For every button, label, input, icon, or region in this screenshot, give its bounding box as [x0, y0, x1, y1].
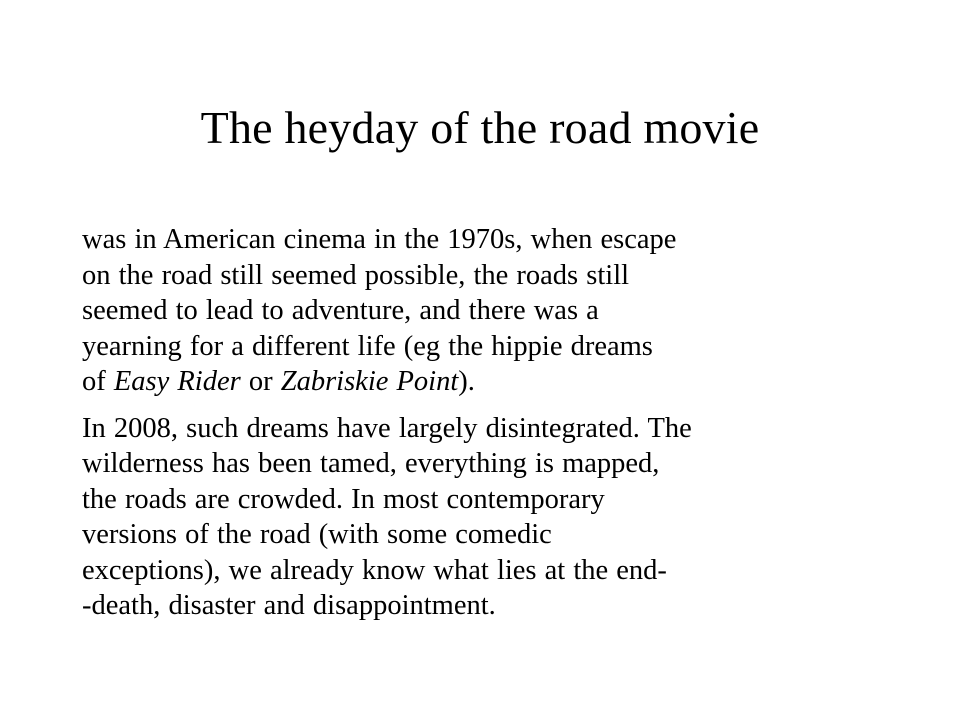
text-line: on the road still seemed possible, the roads still: [82, 259, 630, 291]
text-fragment: or: [240, 366, 281, 397]
text-line: yearning for a different life (eg the hippie dreams: [82, 330, 653, 362]
text-line: exceptions), we already know what lies at the end-: [82, 554, 667, 586]
text-line-films: [82, 364, 882, 400]
text-line: versions of the road (with some comedic: [82, 519, 552, 550]
text-line: wilderness has been tamed, everything is mapped,: [82, 448, 660, 479]
text-line: was in American cinema in the 1970s, when escape: [82, 224, 677, 255]
film-title-zabriskie-point: Zabriskie Point: [280, 366, 459, 397]
text-fragment: of: [82, 366, 114, 397]
film-title-easy-rider: Easy Rider: [113, 366, 241, 397]
text-line: seemed to lead to adventure, and there was a: [82, 295, 599, 326]
paragraph-2008: [82, 411, 882, 624]
paragraph-1970s: [82, 222, 882, 400]
slide-title: The heyday of the road movie: [200, 102, 760, 153]
text-line: -death, disaster and disappointment.: [82, 590, 496, 621]
text-line: the roads are crowded. In most contemporary: [82, 483, 605, 515]
slide-body: [82, 222, 882, 635]
text-line: In 2008, such dreams have largely disintegrated. The: [82, 412, 692, 444]
text-fragment: ).: [458, 366, 475, 397]
